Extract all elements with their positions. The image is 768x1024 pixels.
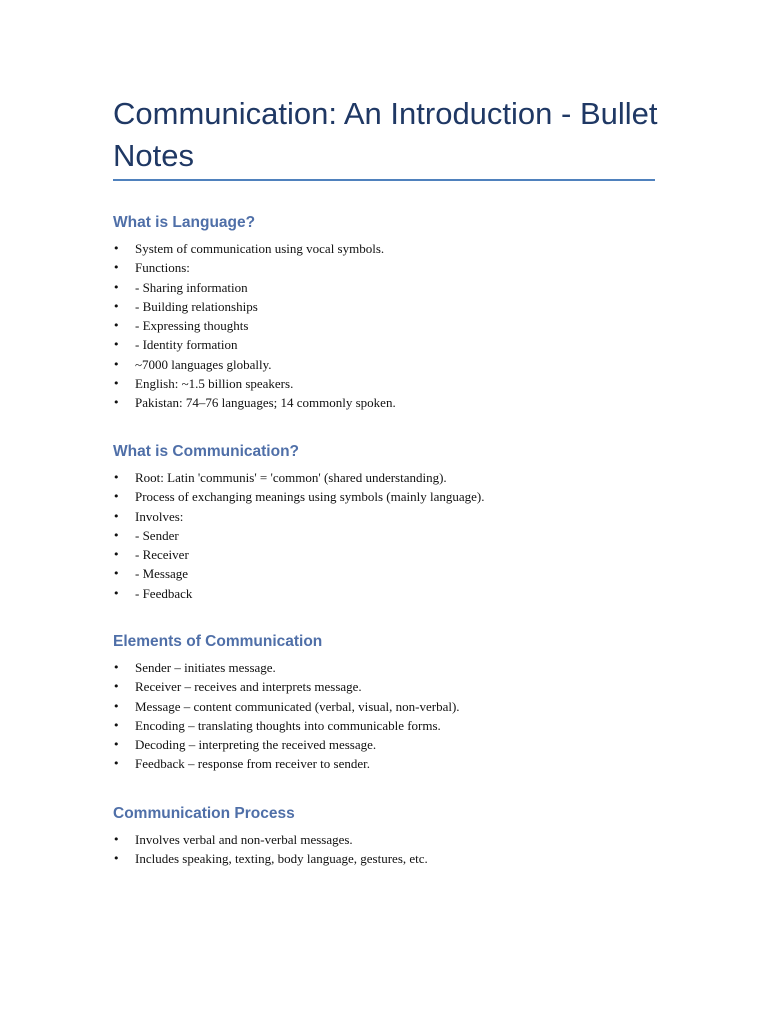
list-item-text: System of communication using vocal symbols. [135, 241, 385, 256]
list-item-text: Feedback – response from receiver to sender. [135, 756, 370, 772]
list-item [113, 507, 673, 526]
list-item-text: English: ~1.5 billion speakers. [135, 376, 294, 392]
list-item [113, 374, 673, 393]
bullet-icon: • [113, 242, 120, 255]
bullet-icon: • [113, 680, 120, 694]
list-item-text: - Sharing information [135, 279, 248, 295]
list-item-text: - Sender [135, 527, 179, 543]
bullet-icon: • [113, 261, 120, 275]
section-heading: Elements of Communication [113, 633, 323, 650]
bullet-icon: • [113, 852, 120, 866]
list-item [113, 239, 673, 258]
list-item-text: - Identity formation [135, 337, 238, 353]
list-item-text: Pakistan: 74–76 languages; 14 commonly spoken. [135, 395, 396, 411]
bullet-icon: • [113, 299, 120, 313]
bullet-icon: • [113, 396, 120, 410]
list-item-text: Functions: [135, 260, 190, 276]
list-item-text: Decoding – interpreting the received message. [135, 737, 377, 753]
list-item [113, 335, 673, 354]
bullet-icon: • [113, 661, 120, 674]
bullet-icon: • [113, 567, 120, 581]
section-elements-of-communication [113, 631, 673, 774]
bullet-icon: • [113, 757, 120, 771]
bullet-list [113, 830, 673, 869]
bullet-icon: • [113, 377, 120, 391]
list-item [113, 735, 673, 754]
bullet-list [113, 468, 673, 603]
bullet-icon: • [113, 357, 120, 371]
list-item-text: Process of exchanging meanings using symbols (mainly language). [135, 489, 485, 505]
section-communication-process [113, 803, 673, 869]
bullet-icon: • [113, 319, 120, 333]
list-item-text: Root: Latin 'communis' = 'common' (shared understanding). [135, 470, 447, 485]
title-underline [113, 179, 655, 181]
list-item [113, 697, 673, 716]
list-item [113, 564, 673, 583]
list-item-text: Receiver – receives and interprets message. [135, 679, 362, 695]
list-item [113, 545, 673, 564]
list-item-text: Involves verbal and non-verbal messages. [135, 832, 353, 847]
section-heading: What is Communication? [113, 443, 299, 460]
document-title: Communication: An Introduction - Bullet Notes [113, 96, 658, 173]
list-item-text: - Message [135, 566, 189, 582]
list-item-text: - Feedback [135, 585, 193, 601]
list-item-text: Involves: [135, 508, 184, 524]
section-what-is-language [113, 212, 673, 413]
list-item-text: Message – content communicated (verbal, visual, non-verbal). [135, 698, 460, 714]
list-item [113, 584, 673, 603]
list-item [113, 297, 673, 316]
bullet-list [113, 239, 673, 413]
bullet-icon: • [113, 338, 120, 352]
list-item [113, 754, 673, 773]
bullet-icon: • [113, 833, 120, 846]
bullet-icon: • [113, 509, 120, 523]
list-item [113, 487, 673, 506]
list-item [113, 468, 673, 487]
list-item-text: - Building relationships [135, 298, 258, 314]
bullet-icon: • [113, 528, 120, 542]
list-item [113, 677, 673, 696]
bullet-icon: • [113, 586, 120, 600]
list-item [113, 355, 673, 374]
bullet-icon: • [113, 280, 120, 294]
section-what-is-communication [113, 441, 673, 603]
list-item-text: ~7000 languages globally. [135, 356, 272, 372]
list-item [113, 830, 673, 849]
bullet-icon: • [113, 490, 120, 504]
list-item [113, 258, 673, 277]
bullet-icon: • [113, 471, 120, 484]
section-heading: What is Language? [113, 214, 256, 231]
list-item [113, 526, 673, 545]
bullet-icon: • [113, 699, 120, 713]
list-item [113, 716, 673, 735]
list-item-text: - Expressing thoughts [135, 318, 249, 334]
list-item [113, 849, 673, 868]
list-item [113, 316, 673, 335]
bullet-icon: • [113, 548, 120, 562]
list-item-text: Sender – initiates message. [135, 660, 276, 675]
bullet-icon: • [113, 718, 120, 732]
bullet-icon: • [113, 738, 120, 752]
list-item-text: - Receiver [135, 547, 189, 563]
list-item-text: Encoding – translating thoughts into communicable forms. [135, 717, 441, 733]
list-item [113, 278, 673, 297]
list-item [113, 658, 673, 677]
list-item-text: Includes speaking, texting, body language, gestures, etc. [135, 851, 428, 867]
list-item [113, 393, 673, 412]
section-heading: Communication Process [113, 805, 295, 822]
bullet-list [113, 658, 673, 774]
